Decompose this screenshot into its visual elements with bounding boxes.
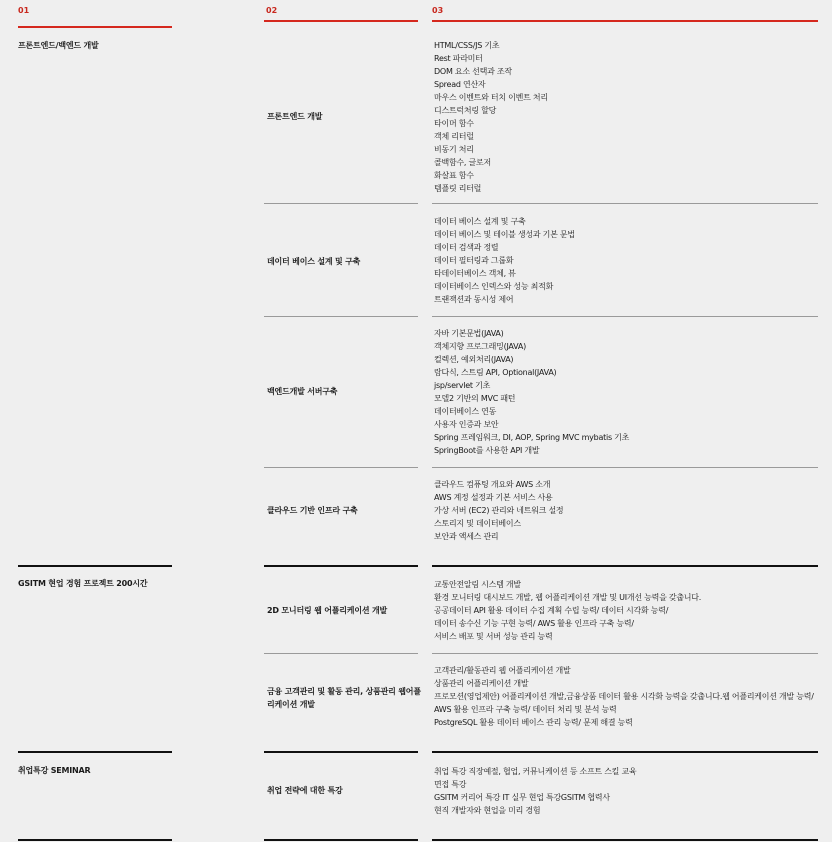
list-item: GSITM 커리어 특강 IT 실무 현업 특강GSITM 협력사 (434, 793, 610, 802)
module-title-backend: 백엔드개발 서버구축 (267, 387, 338, 396)
section-divider (432, 839, 818, 841)
list-item: 객체지향 프로그래밍(JAVA) (434, 342, 526, 351)
module-divider (432, 316, 818, 317)
list-item: 가상 서버 (EC2) 관리와 네트워크 설정 (434, 506, 564, 515)
section-divider (264, 565, 418, 567)
list-item: 면접 특강 (434, 780, 467, 789)
list-item: 마우스 이벤트와 터치 이벤트 처리 (434, 93, 548, 102)
column3-top-rule (432, 20, 818, 22)
list-item: DOM 요소 선택과 조작 (434, 67, 512, 76)
list-item: 상품관리 어플리케이션 개발 (434, 679, 529, 688)
section-divider (264, 751, 418, 753)
list-item: 현직 개발자와 현업을 미리 경험 (434, 806, 541, 815)
module-title-cloud: 클라우드 기반 인프라 구축 (267, 506, 358, 515)
list-item: 자바 기본문법(JAVA) (434, 329, 504, 338)
module-title-database: 데이터 베이스 설계 및 구축 (267, 257, 361, 266)
list-item: 데이터 송수신 기능 구현 능력/ AWS 활용 인프라 구축 능력/ (434, 619, 634, 628)
module-items-2d-monitoring (434, 578, 701, 643)
list-item: 타데이터베이스 객체, 뷰 (434, 269, 516, 278)
module-title-career: 취업 전략에 대한 특강 (267, 786, 343, 795)
list-item: Rest 파라미터 (434, 54, 483, 63)
list-item: 교통안전알림 시스템 개발 (434, 580, 521, 589)
module-divider (264, 203, 418, 204)
column1-top-rule (18, 26, 172, 28)
list-item: 콜백함수, 글로저 (434, 158, 491, 167)
module-items-finance (434, 664, 818, 729)
module-divider (264, 316, 418, 317)
program-title-seminar: 취업특강 SEMINAR (18, 766, 91, 775)
list-item: 취업 특강 직장예절, 협업, 커뮤니케이션 등 소프트 스킬 교육 (434, 767, 637, 776)
list-item: 데이터베이스 인덱스와 성능 최적화 (434, 282, 554, 291)
list-item: PostgreSQL 활용 데이터 베이스 관리 능력/ 문제 해결 능력 (434, 718, 633, 727)
module-items-frontend (434, 39, 548, 195)
list-item: 데이터 필터링과 그룹화 (434, 256, 514, 265)
section-divider (264, 839, 418, 841)
list-item: 클라우드 컴퓨팅 개요와 AWS 소개 (434, 480, 551, 489)
list-item: 환경 모니터링 대시보드 개발, 웹 어플리케이션 개발 및 UI개선 능력을 갖춥니다. (434, 593, 702, 602)
module-items-career (434, 765, 636, 817)
module-items-cloud (434, 478, 563, 543)
list-item: 컬렉션, 예외처리(JAVA) (434, 355, 514, 364)
list-item: 트랜잭션과 동시성 제어 (434, 295, 514, 304)
list-item: 데이터 검색과 정렬 (434, 243, 499, 252)
list-item: AWS 계정 설정과 기본 서비스 사용 (434, 493, 553, 502)
list-item: 타이머 함수 (434, 119, 474, 128)
list-item: 모델2 기반의 MVC 패턴 (434, 394, 516, 403)
module-items-backend (434, 327, 629, 457)
module-divider (432, 653, 818, 654)
column-header-01: 01 (18, 6, 30, 15)
module-title-finance: 금융 고객관리 및 활동 관리, 상품관리 웹어플리케이션 개발 (267, 687, 421, 709)
program-divider (18, 839, 172, 841)
list-item: Spring 프레임워크, DI, AOP, Spring MVC mybatis 기초 (434, 433, 630, 442)
program-title-gsitm-project: GSITM 현업 경험 프로젝트 200시간 (18, 579, 148, 588)
module-divider (264, 467, 418, 468)
list-item: SpringBoot를 사용한 API 개발 (434, 446, 540, 455)
module-title-frontend: 프론트엔드 개발 (267, 112, 323, 121)
list-item: 공공데이터 API 활용 데이터 수집 계획 수립 능력/ 데이터 시각화 능력/ (434, 606, 669, 615)
section-divider (432, 751, 818, 753)
list-item: 디스트럭처링 할당 (434, 106, 497, 115)
program-divider (18, 565, 172, 567)
list-item: 화살표 함수 (434, 171, 474, 180)
list-item: 서비스 배포 및 서버 성능 관리 능력 (434, 632, 553, 641)
list-item: 사용자 인증과 보안 (434, 420, 499, 429)
module-title-2d-monitoring: 2D 모니터링 웹 어플리케이션 개발 (267, 606, 388, 615)
module-divider (264, 653, 418, 654)
program-title-fullstack: 프론트엔드/백엔드 개발 (18, 41, 99, 50)
list-item: 스토리지 및 데이터베이스 (434, 519, 521, 528)
module-items-database (434, 215, 575, 306)
list-item: 람다식, 스트림 API, Optional(JAVA) (434, 368, 557, 377)
column-header-03: 03 (432, 6, 444, 15)
list-item: 고객관리/활동관리 웹 어플리케이션 개발 (434, 666, 571, 675)
list-item: Spread 연산자 (434, 80, 486, 89)
list-item: jsp/servlet 기초 (434, 381, 491, 390)
program-divider (18, 751, 172, 753)
list-item: HTML/CSS/JS 기초 (434, 41, 500, 50)
section-divider (432, 565, 818, 567)
list-item: 데이터베이스 연동 (434, 407, 497, 416)
column2-top-rule (264, 20, 418, 22)
module-divider (432, 467, 818, 468)
list-item: 템플릿 리터럴 (434, 184, 482, 193)
list-item: 데이터 베이스 설계 및 구축 (434, 217, 526, 226)
list-item: 객체 리터럴 (434, 132, 474, 141)
list-item: 데이터 베이스 및 테이블 생성과 기본 문법 (434, 230, 575, 239)
list-item: 비동기 처리 (434, 145, 474, 154)
column-header-02: 02 (266, 6, 278, 15)
module-divider (432, 203, 818, 204)
list-item: 보안과 액세스 관리 (434, 532, 499, 541)
list-item: 프로모션(영업제안) 어플리케이션 개발,금융상품 데이터 활용 시각화 능력을 갖춥니다.웹 어플리케이션 개발 능력/ AWS 활용 인프라 구축 능력/ 데이터 처리 및 분석 능력 (434, 692, 814, 714)
